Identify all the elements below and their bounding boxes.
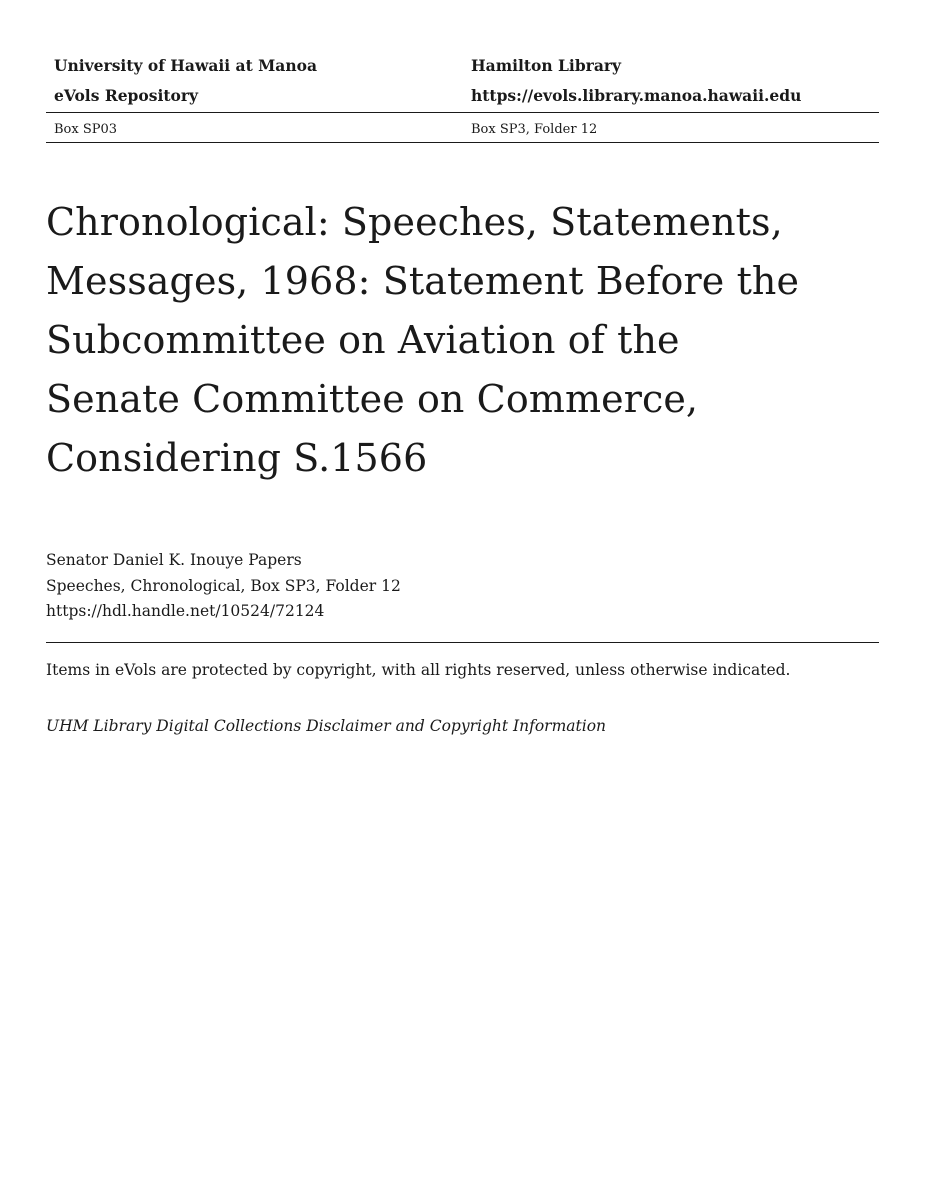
library-name: Hamilton Library: [471, 56, 622, 75]
series-info: Speeches, Chronological, Box SP3, Folder 12: [46, 576, 401, 595]
copyright-notice: Items in eVols are protected by copyright, with all rights reserved, unless otherwise indicated.: [46, 660, 791, 679]
header-row-1: [46, 52, 879, 82]
cover-page: [46, 0, 879, 737]
document-title: Chronological: Speeches, Statements, Messages, 1968: Statement Before the Subcommittee on Aviation of the Senate Committee on Commerce, Considering S.1566: [46, 200, 800, 480]
header-row-2: [46, 82, 879, 112]
collection-name: Senator Daniel K. Inouye Papers: [46, 551, 302, 569]
handle-link[interactable]: https://hdl.handle.net/10524/72124: [46, 602, 325, 620]
subheader-row: [46, 113, 879, 142]
header-rule-bottom: [46, 142, 879, 143]
box-label-right: Box SP3, Folder 12: [471, 122, 598, 137]
header: [46, 52, 879, 143]
repository-url[interactable]: https://evols.library.manoa.hawaii.edu: [471, 86, 802, 105]
metadata-rule: [46, 642, 879, 643]
institution-name: University of Hawaii at Manoa: [54, 56, 317, 75]
repository-name: eVols Repository: [54, 86, 199, 105]
disclaimer-link[interactable]: UHM Library Digital Collections Disclaimer and Copyright Information: [46, 716, 607, 735]
box-label-left: Box SP03: [54, 122, 118, 137]
metadata-block: [46, 548, 879, 625]
